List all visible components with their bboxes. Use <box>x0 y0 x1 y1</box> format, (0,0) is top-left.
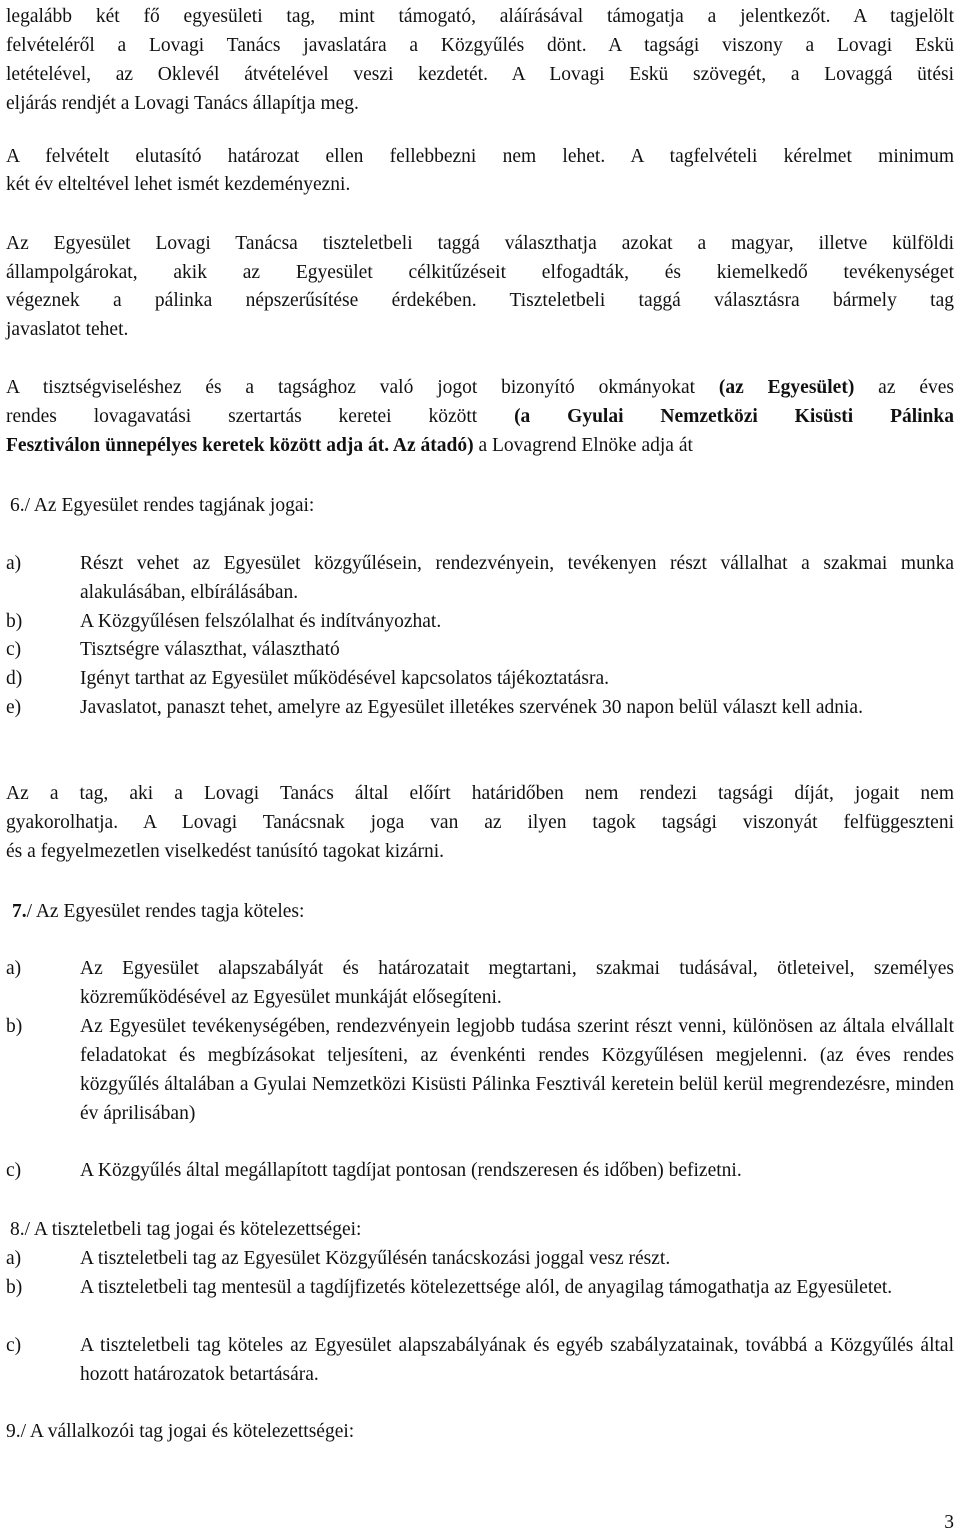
list-item-text: Javaslatot, panaszt tehet, amelyre az Egyesület illetékes szervének 30 napon belül választ kell adnia. <box>80 697 863 718</box>
paragraph-line: Az Egyesület Lovagi Tanácsa tiszteletbeli taggá választhatja azokat a magyar, illetve külföldi <box>6 233 954 254</box>
list-item <box>6 1012 954 1128</box>
list-item-label: d) <box>6 668 23 689</box>
list-item-text: A tiszteletbeli tag köteles az Egyesület alapszabályának és egyéb szabályzatainak, továbbá a Közgyűlés által hozott határozatok betartására. <box>80 1335 954 1385</box>
list-item <box>6 664 954 693</box>
text-run: rendes lovagavatási szertartás keretei között <box>6 406 515 427</box>
list-item <box>6 1273 954 1302</box>
list-item <box>6 607 954 636</box>
paragraph-line: felvételéről a Lovagi Tanács javaslatára a Közgyűlés dönt. A tagsági viszony a Lovagi Eskü <box>6 35 954 56</box>
text-run: a Lovagrend Elnöke adja át <box>473 435 693 456</box>
list-item-label: a) <box>6 958 22 979</box>
list-item <box>6 635 954 664</box>
list-item-label: a) <box>6 1248 22 1269</box>
paragraph-line: letételével, az Oklevél átvételével veszi kezdetét. A Lovagi Eskü szövegét, a Lovaggá ütési <box>6 64 954 85</box>
list-item <box>6 1331 954 1389</box>
list-item-text: A Közgyűlés által megállapított tagdíjat pontosan (rendszeresen és időben) befizetni. <box>80 1160 742 1181</box>
paragraph-line: gyakorolhatja. A Lovagi Tanácsnak joga van az ilyen tagok tagsági viszonyát felfüggeszteni <box>6 812 954 833</box>
paragraph-line: A felvételt elutasító határozat ellen fellebbezni nem lehet. A tagfelvételi kérelmet minimum <box>6 146 954 167</box>
section-heading-8: 8./ A tiszteletbeli tag jogai és kötelezettségei: <box>10 1219 362 1240</box>
list-item <box>6 1156 954 1185</box>
section-heading-7 <box>12 897 954 926</box>
paragraph-line <box>6 373 954 402</box>
section-heading-6 <box>10 491 954 520</box>
list-item-text: Az Egyesület alapszabályát és határozatait megtartani, szakmai tudásával, ötleteivel, személyes közreműködésével az Egyesület munkáját elősegíteni. <box>80 958 954 1008</box>
section-number: 6. <box>10 495 25 516</box>
list-item-label: c) <box>6 1160 22 1181</box>
paragraph-line: eljárás rendjét a Lovagi Tanács állapítja meg. <box>6 93 359 114</box>
paragraph-line: és a fegyelmezetlen viselkedést tanúsító tagokat kizárni. <box>6 841 445 862</box>
list-item-label: b) <box>6 611 23 632</box>
paragraph-line: állampolgárokat, akik az Egyesület célkitűzéseit elfogadták, és kiemelkedő tevékenységet <box>6 262 954 283</box>
paragraph-line: javaslatot tehet. <box>6 319 129 340</box>
list-item-label: e) <box>6 697 22 718</box>
list-item-text: Igényt tarthat az Egyesület működésével kapcsolatos tájékoztatásra. <box>80 668 610 689</box>
paragraph-line <box>6 431 954 460</box>
list-item-label: b) <box>6 1277 23 1298</box>
paragraph-line <box>6 402 954 431</box>
bold-text-run: Fesztiválon ünnepélyes keretek között adja át. Az átadó) <box>6 435 474 456</box>
list-item-text: A tiszteletbeli tag az Egyesület Közgyűlésén tanácskozási joggal vesz részt. <box>80 1248 671 1269</box>
section-number: 7. <box>12 901 27 922</box>
section-heading-9: 9./ A vállalkozói tag jogai és kötelezettségei: <box>6 1421 355 1442</box>
page-number: 3 <box>944 1512 954 1533</box>
paragraph-line: legalább két fő egyesületi tag, mint támogató, aláírásával támogatja a jelentkezőt. A tagjelölt <box>6 6 954 27</box>
list-item <box>6 549 954 607</box>
list-item <box>6 1244 954 1273</box>
list-item-text: Az Egyesület tevékenységében, rendezvényein legjobb tudása szerint részt venni, különösen az általa elvállalt feladatokat és megbízásokat teljesíteni, az évenkénti rendes Közgyűlésen megjelenni. (az éves rendes közgyűlés általában a Gyulai Nemzetközi Kisüsti Pálinka Fesztivál keretein belül kerül megrendezésre, minden év áprilisában) <box>80 1016 954 1124</box>
list-item <box>6 693 954 722</box>
list-item-label: b) <box>6 1016 23 1037</box>
list-item-text: A tiszteletbeli tag mentesül a tagdíjfizetés kötelezettsége alól, de anyagilag támogathatja az Egyesületet. <box>80 1277 893 1298</box>
list-item-text: A Közgyűlésen felszólalhat és indítványozhat. <box>80 611 442 632</box>
section-heading-text: / Az Egyesület rendes tagjának jogai: <box>24 495 315 516</box>
paragraph-line: végeznek a pálinka népszerűsítése érdekében. Tiszteletbeli taggá választásra bármely tag <box>6 290 954 311</box>
list-item-label: c) <box>6 1335 22 1356</box>
list-item-text: Részt vehet az Egyesület közgyűlésein, rendezvényein, tevékenyen részt vállalhat a szakmai munka alakulásában, elbírálásában. <box>80 553 954 603</box>
bold-text-run: (az Egyesület) <box>718 377 855 398</box>
section-heading-text: / Az Egyesület rendes tagja köteles: <box>26 901 305 922</box>
list-item-label: c) <box>6 639 22 660</box>
paragraph-line: két év elteltével lehet ismét kezdeményezni. <box>6 174 351 195</box>
list-item-text: Tisztségre választhat, választható <box>80 639 340 660</box>
text-run: A tisztségviseléshez és a tagsághoz való jogot bizonyító okmányokat <box>6 377 719 398</box>
list-item <box>6 954 954 1012</box>
text-run: az éves <box>854 377 954 398</box>
bold-text-run: (a Gyulai Nemzetközi Kisüsti Pálinka <box>514 406 954 427</box>
paragraph-line: Az a tag, aki a Lovagi Tanács által előírt határidőben nem rendezi tagsági díját, jogait nem <box>6 783 954 804</box>
list-item-label: a) <box>6 553 22 574</box>
